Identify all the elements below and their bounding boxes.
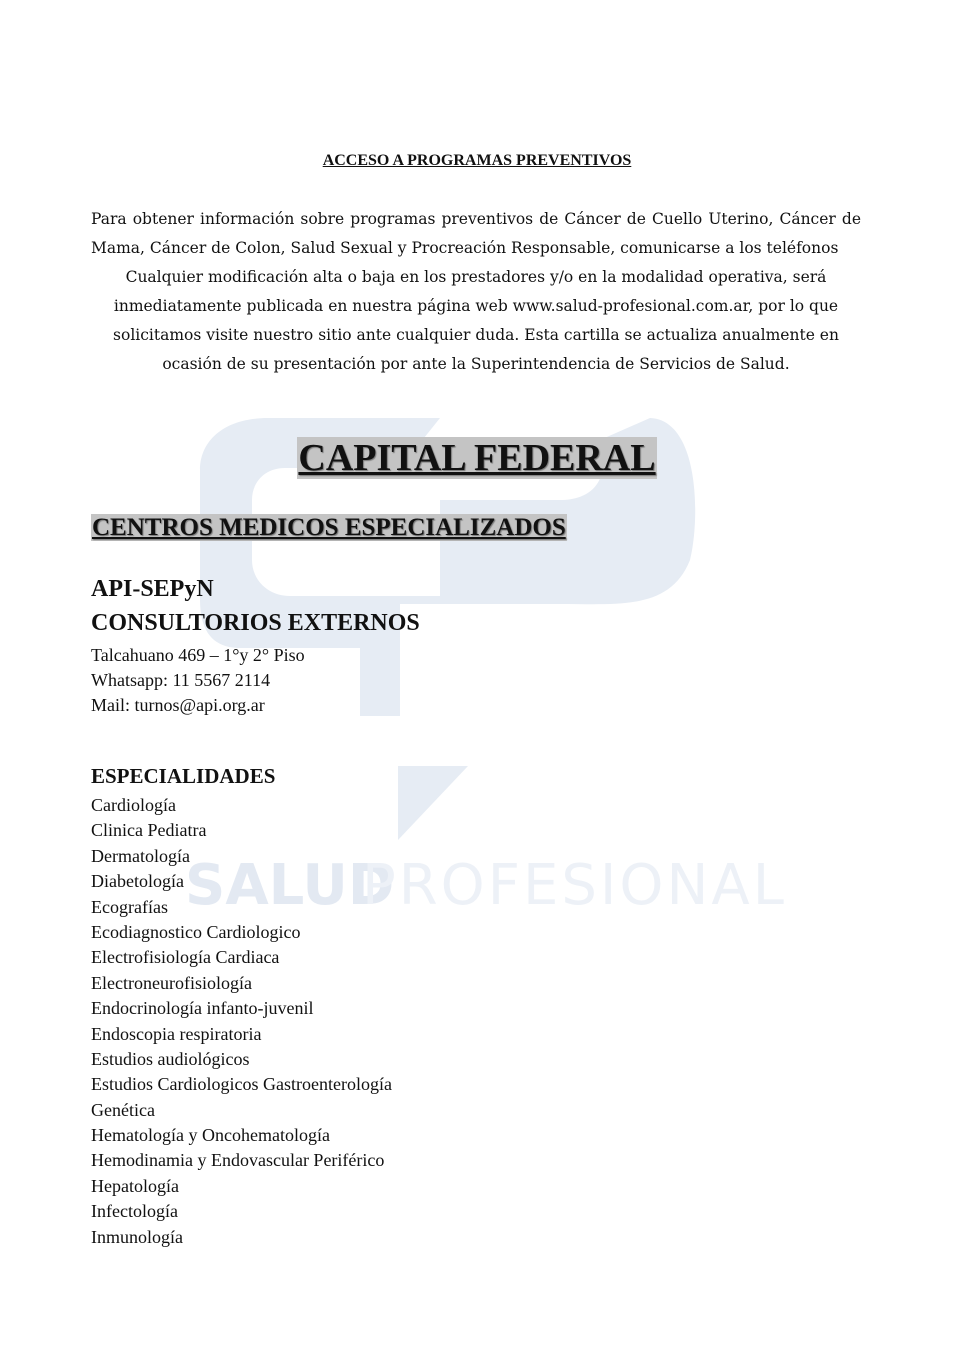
specialty-item: Ecografías <box>91 896 168 917</box>
specialties-list <box>91 793 395 1250</box>
specialty-item: Inmunología <box>91 1226 183 1247</box>
provider-whatsapp: Whatsapp: 11 5567 2114 <box>91 670 271 690</box>
region-title <box>0 436 954 480</box>
specialty-item: Hematología y Oncohematología <box>91 1125 330 1146</box>
specialty-item: Genética <box>91 1099 155 1120</box>
region-title-text: CAPITAL FEDERAL <box>298 437 656 479</box>
specialty-item: Diabetología <box>91 871 184 892</box>
specialty-item: Hemodinamia y Endovascular Periférico <box>91 1150 385 1171</box>
preventive-programs-title: ACCESO A PROGRAMAS PREVENTIVOS <box>322 152 632 169</box>
provider-subtitle: CONSULTORIOS EXTERNOS <box>91 610 420 636</box>
specialties-title: ESPECIALIDADES <box>91 764 276 788</box>
provider-address: Talcahuano 469 – 1°y 2° Piso <box>91 645 305 665</box>
section-title-text: CENTROS MEDICOS ESPECIALIZADOS <box>92 514 566 541</box>
specialty-item: Endocrinología infanto-juvenil <box>91 998 314 1019</box>
provider-contact <box>91 643 305 718</box>
specialty-item: Estudios audiológicos <box>91 1048 250 1069</box>
updates-notice-paragraph: Cualquier modificación alta o baja en los prestadores y/o en la modalidad operativa, será inmediatamente publicada en nuestra página web www.salud-profesional.com.ar, por lo que solicitamos visite nuestro sitio ante cualquier duda. Esta cartilla se actualiza anualmente en ocasión de su presentación por ante la Superintendencia de Servicios de Salud. <box>113 268 839 373</box>
provider-name: API-SEPyN <box>91 576 214 602</box>
section-title <box>91 514 567 542</box>
specialty-item: Infectología <box>91 1201 178 1222</box>
specialty-item: Estudios Cardiologicos Gastroenterología <box>91 1074 392 1095</box>
watermark-text-bold: SALUD <box>185 853 395 918</box>
specialty-item: Endoscopia respiratoria <box>91 1023 262 1044</box>
preventive-info-paragraph: Para obtener información sobre programas preventivos de Cáncer de Cuello Uterino, Cáncer de Mama, Cáncer de Colon, Salud Sexual y Procreación Responsable, comunicarse a los teléfonos <box>91 210 861 257</box>
specialty-item: Clinica Pediatra <box>91 820 207 841</box>
provider-mail: Mail: turnos@api.org.ar <box>91 695 265 715</box>
specialty-item: Electrofisiología Cardiaca <box>91 947 280 968</box>
specialty-item: Hepatología <box>91 1175 179 1196</box>
specialty-item: Electroneurofisiología <box>91 972 252 993</box>
watermark-text-light: PROFESIONAL <box>362 853 787 918</box>
specialty-item: Dermatología <box>91 845 190 866</box>
specialty-item: Ecodiagnostico Cardiologico <box>91 921 301 942</box>
specialty-item: Cardiología <box>91 795 176 815</box>
